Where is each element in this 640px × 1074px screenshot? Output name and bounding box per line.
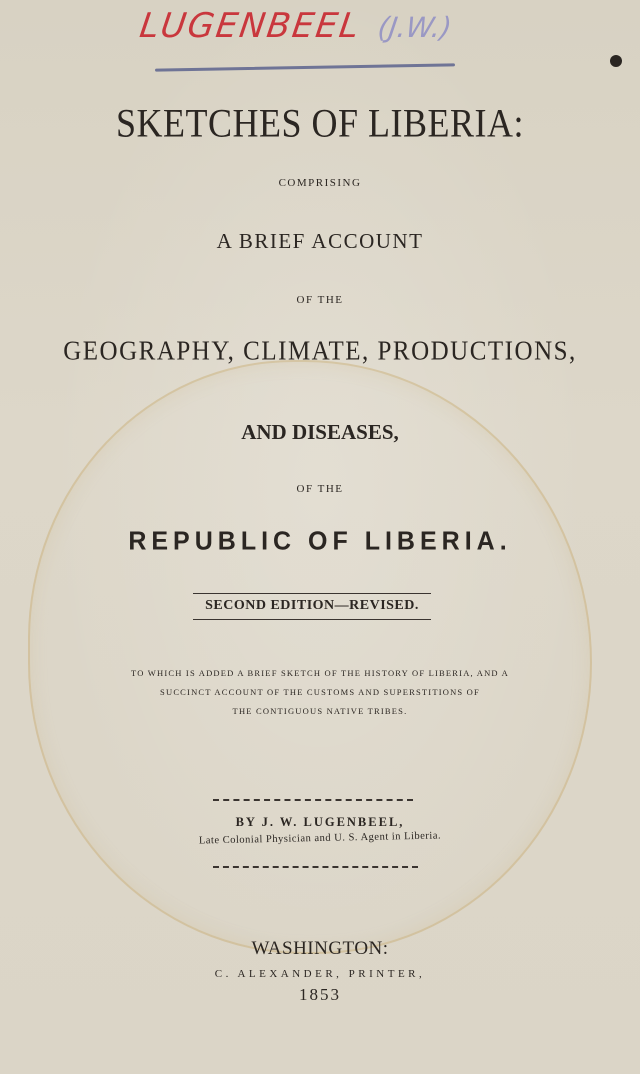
author-credentials: Late Colonial Physician and U. S. Agent in Liberia.: [198, 830, 442, 847]
brief-account-text: A BRIEF ACCOUNT: [216, 229, 424, 253]
supplement-line-1: TO WHICH IS ADDED A BRIEF SKETCH OF THE HISTORY OF LIBERIA, AND A: [131, 668, 509, 678]
edition-block: [193, 593, 431, 620]
imprint-year: 1853: [299, 985, 341, 1004]
edition-rule-bottom: [193, 619, 431, 620]
inscription-name: LUGENBEEL: [137, 6, 364, 46]
of-the-text-1: OF THE: [296, 294, 344, 306]
republic-heading: REPUBLIC OF LIBERIA.: [128, 526, 512, 556]
pencil-underline: [155, 63, 455, 71]
water-stain: [28, 360, 592, 954]
and-diseases-text: AND DISEASES,: [241, 420, 399, 444]
supplement-line-2: SUCCINCT ACCOUNT OF THE CUSTOMS AND SUPERSTITIONS OF: [160, 687, 480, 697]
supplement-line-3: THE CONTIGUOUS NATIVE TRIBES.: [232, 706, 408, 716]
inscription-initials: (J.W.): [375, 11, 454, 44]
supplement-text: [0, 664, 640, 721]
subjects-line: GEOGRAPHY, CLIMATE, PRODUCTIONS,: [63, 336, 577, 367]
author-byline: BY J. W. LUGENBEEL,: [235, 815, 405, 829]
of-the-text-2: OF THE: [296, 483, 344, 495]
imprint-printer: C. ALEXANDER, PRINTER,: [214, 968, 426, 980]
ink-dot: [610, 55, 622, 67]
edition-label: SECOND EDITION—REVISED.: [205, 598, 419, 613]
dashed-rule-bottom: [213, 866, 418, 868]
dashed-rule-top: [213, 799, 413, 801]
comprising-text: COMPRISING: [278, 177, 362, 189]
imprint-place: WASHINGTON:: [251, 938, 389, 959]
book-title: SKETCHES OF LIBERIA:: [115, 100, 525, 146]
handwritten-inscription: [137, 6, 454, 46]
